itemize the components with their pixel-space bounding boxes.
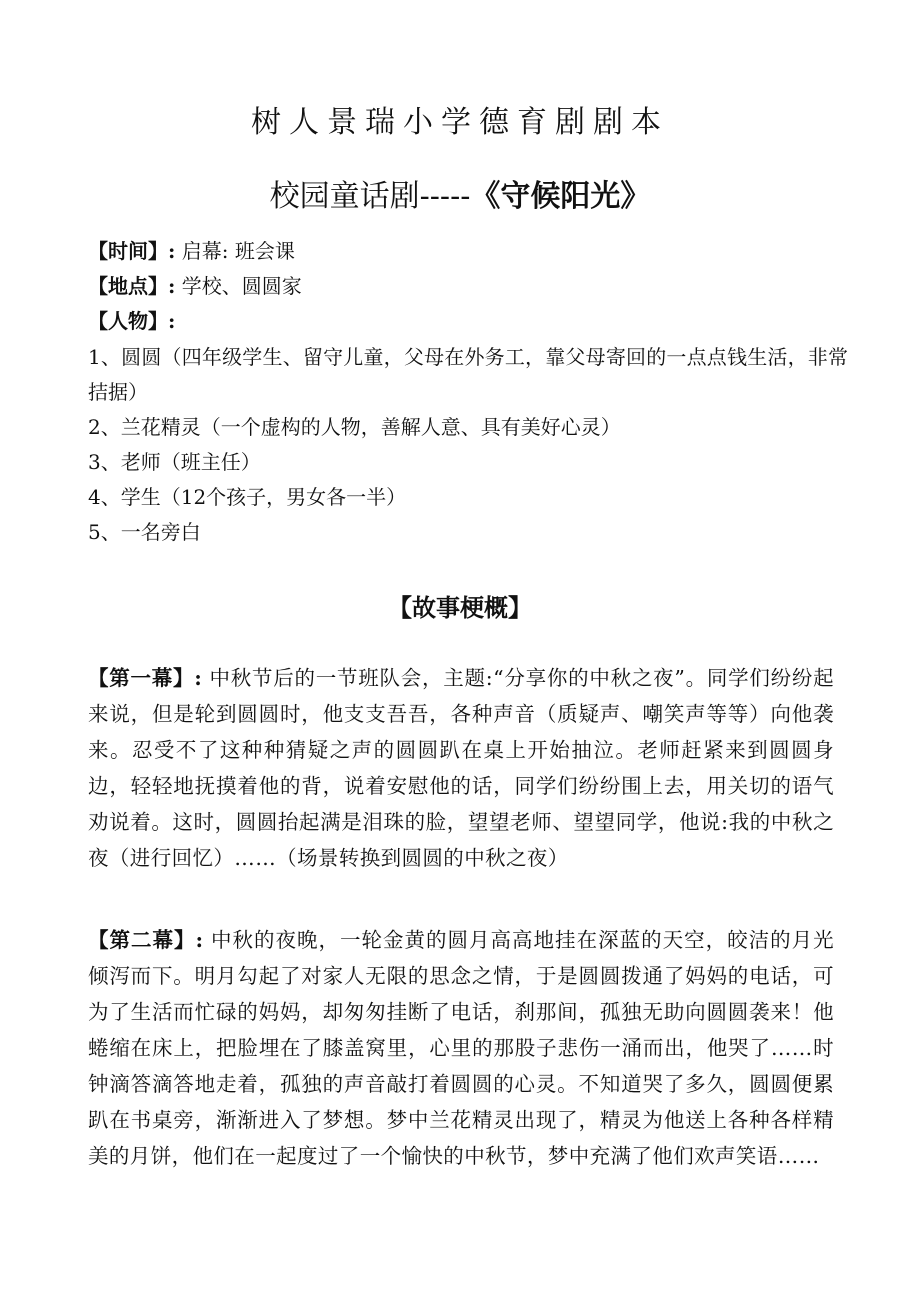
synopsis-heading: 【故事梗概】 [388, 593, 532, 622]
info-time [88, 234, 848, 269]
character-item: 3、老师（班主任） [88, 450, 261, 474]
play-info [88, 234, 848, 339]
act-one-text: 中秋节后的一节班队会，主题:“分享你的中秋之夜”。同学们纷纷起来说，但是轮到圆圆时，他支支吾吾，各种声音（质疑声、嘲笑声等等）向他袭来。忍受不了这种种猜疑之声的圆圆趴在桌上开始抽泣。老师赶紧来到圆圆身边，轻轻地抚摸着他的背，说着安慰他的话，同学们纷纷围上去，用关切的语气劝说着。这时，圆圆抬起满是泪珠的脸，望望老师、望望同学，他说:我的中秋之夜（进行回忆）……（场景转换到圆圆的中秋之夜） [88, 666, 835, 870]
time-label: 【时间】: [88, 239, 176, 263]
document-subtitle [0, 175, 920, 219]
play-name: 《守候阳光》 [470, 179, 651, 214]
act-two-label: 【第二幕】: [88, 928, 204, 952]
character-item: 2、兰花精灵（一个虚构的人物，善解人意、具有美好心灵） [88, 415, 621, 439]
characters-label: 【人物】: [88, 309, 176, 333]
character-item: 1、圆圆（四年级学生、留守儿童，父母在外务工，靠父母寄回的一点点钱生活，非常拮据） [88, 345, 848, 404]
character-list [88, 340, 848, 550]
act-two-text: 中秋的夜晚，一轮金黄的圆月高高地挂在深蓝的天空，皎洁的月光倾泻而下。明月勾起了对家人无限的思念之情，于是圆圆拨通了妈妈的电话，可为了生活而忙碌的妈妈，却匆匆挂断了电话，刹那间，孤独无助向圆圆袭来！他蜷缩在床上，把脸埋在了膝盖窝里，心里的那股子悲伤一涌而出，他哭了……时钟滴答滴答地走着，孤独的声音敲打着圆圆的心灵。不知道哭了多久，圆圆便累趴在书桌旁，渐渐进入了梦想。梦中兰花精灵出现了，精灵为他送上各种各样精美的月饼，他们在一起度过了一个愉快的中秋节，梦中充满了他们欢声笑语…… [88, 928, 834, 1168]
character-item: 4、学生（12个孩子，男女各一半） [88, 485, 407, 509]
act-one-paragraph [88, 660, 834, 876]
character-item: 5、一名旁白 [88, 520, 201, 544]
time-value: 启幕: 班会课 [181, 239, 295, 263]
info-characters [88, 304, 848, 339]
place-label: 【地点】: [88, 274, 176, 298]
document-title: 树人景瑞小学德育剧剧本 [251, 105, 669, 140]
subtitle-prefix: 校园童话剧----- [269, 179, 471, 214]
info-place [88, 269, 848, 304]
place-value: 学校、圆圆家 [181, 274, 302, 298]
act-one-label: 【第一幕】: [88, 666, 203, 690]
act-two-paragraph [88, 922, 834, 1174]
